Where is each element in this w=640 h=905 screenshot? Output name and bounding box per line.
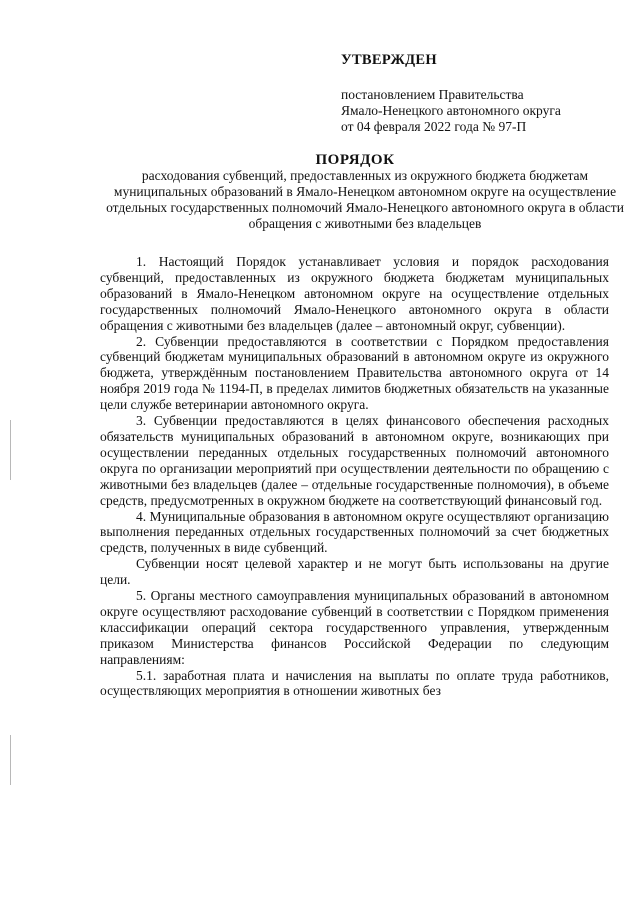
- approval-line: Ямало-Ненецкого автономного округа: [341, 103, 561, 118]
- paragraph: 4. Муниципальные образования в автономном округе осуществляют организацию выполнения переданных отдельных государственных полномочий за счет бюджетных средств, полученных в виде субвенций.: [100, 508, 609, 556]
- paragraph: 3. Субвенции предоставляются в целях финансового обеспечения расходных обязательств муниципальных образований в автономном округе, возникающих при осуществлении переданных отдельных государственных полномочий автономного округа по организации мероприятий при осуществлении деятельности по обращению с животными без владельцев (далее – отдельные государственные полномочия), в объеме средств, предусмотренных в окружном бюджете на соответствующий финансовый год.: [100, 413, 609, 508]
- paragraph: 5.1. заработная плата и начисления на выплаты по оплате труда работников, осуществляющих мероприятия в отношении животных без: [100, 667, 609, 699]
- approval-heading: УТВЕРЖДЕН: [341, 52, 437, 68]
- paragraph: 5. Органы местного самоуправления муниципальных образований в автономном округе осуществляют расходование субвенций в соответствии с Порядком применения классификации операций сектора государственного управления, утвержденным приказом Министерства финансов Российской Федерации по следующим направлениям:: [100, 588, 609, 667]
- approval-line: от 04 февраля 2022 года № 97-П: [341, 119, 527, 134]
- document-body: [100, 254, 609, 699]
- paragraph: 2. Субвенции предоставляются в соответствии с Порядком предоставления субвенций бюджетам муниципальных образований в автономном округе из окружного бюджета, утверждённым постановлением Правительства автономного округа от 14 ноября 2019 года № 1194-П, в пределах лимитов бюджетных обязательств на указанные цели службе ветеринарии автономного округа.: [100, 333, 609, 413]
- paragraph: Субвенции носят целевой характер и не могут быть использованы на другие цели.: [100, 556, 609, 588]
- document-subtitle: расходования субвенций, предоставленных из окружного бюджета бюджетам муниципальных образований в Ямало-Ненецком автономном округе на осуществление отдельных государственных полномочий Ямало-Ненецкого автономного округа в области обращения с животными без владельцев: [106, 168, 624, 231]
- approval-line: постановлением Правительства: [341, 87, 524, 102]
- approval-block: [341, 52, 621, 135]
- paragraph: 1. Настоящий Порядок устанавливает условия и порядок расходования субвенций, предоставленных из окружного бюджета бюджетам муниципальных образований в Ямало-Ненецком автономном округе на осуществление отдельных государственных полномочий Ямало-Ненецкого автономного округа в области обращения с животными без владельцев (далее – автономный округ, субвенции).: [100, 254, 609, 333]
- scan-edge-mark: [10, 420, 11, 480]
- scan-edge-mark: [10, 735, 11, 785]
- document-title: ПОРЯДОК: [315, 152, 395, 168]
